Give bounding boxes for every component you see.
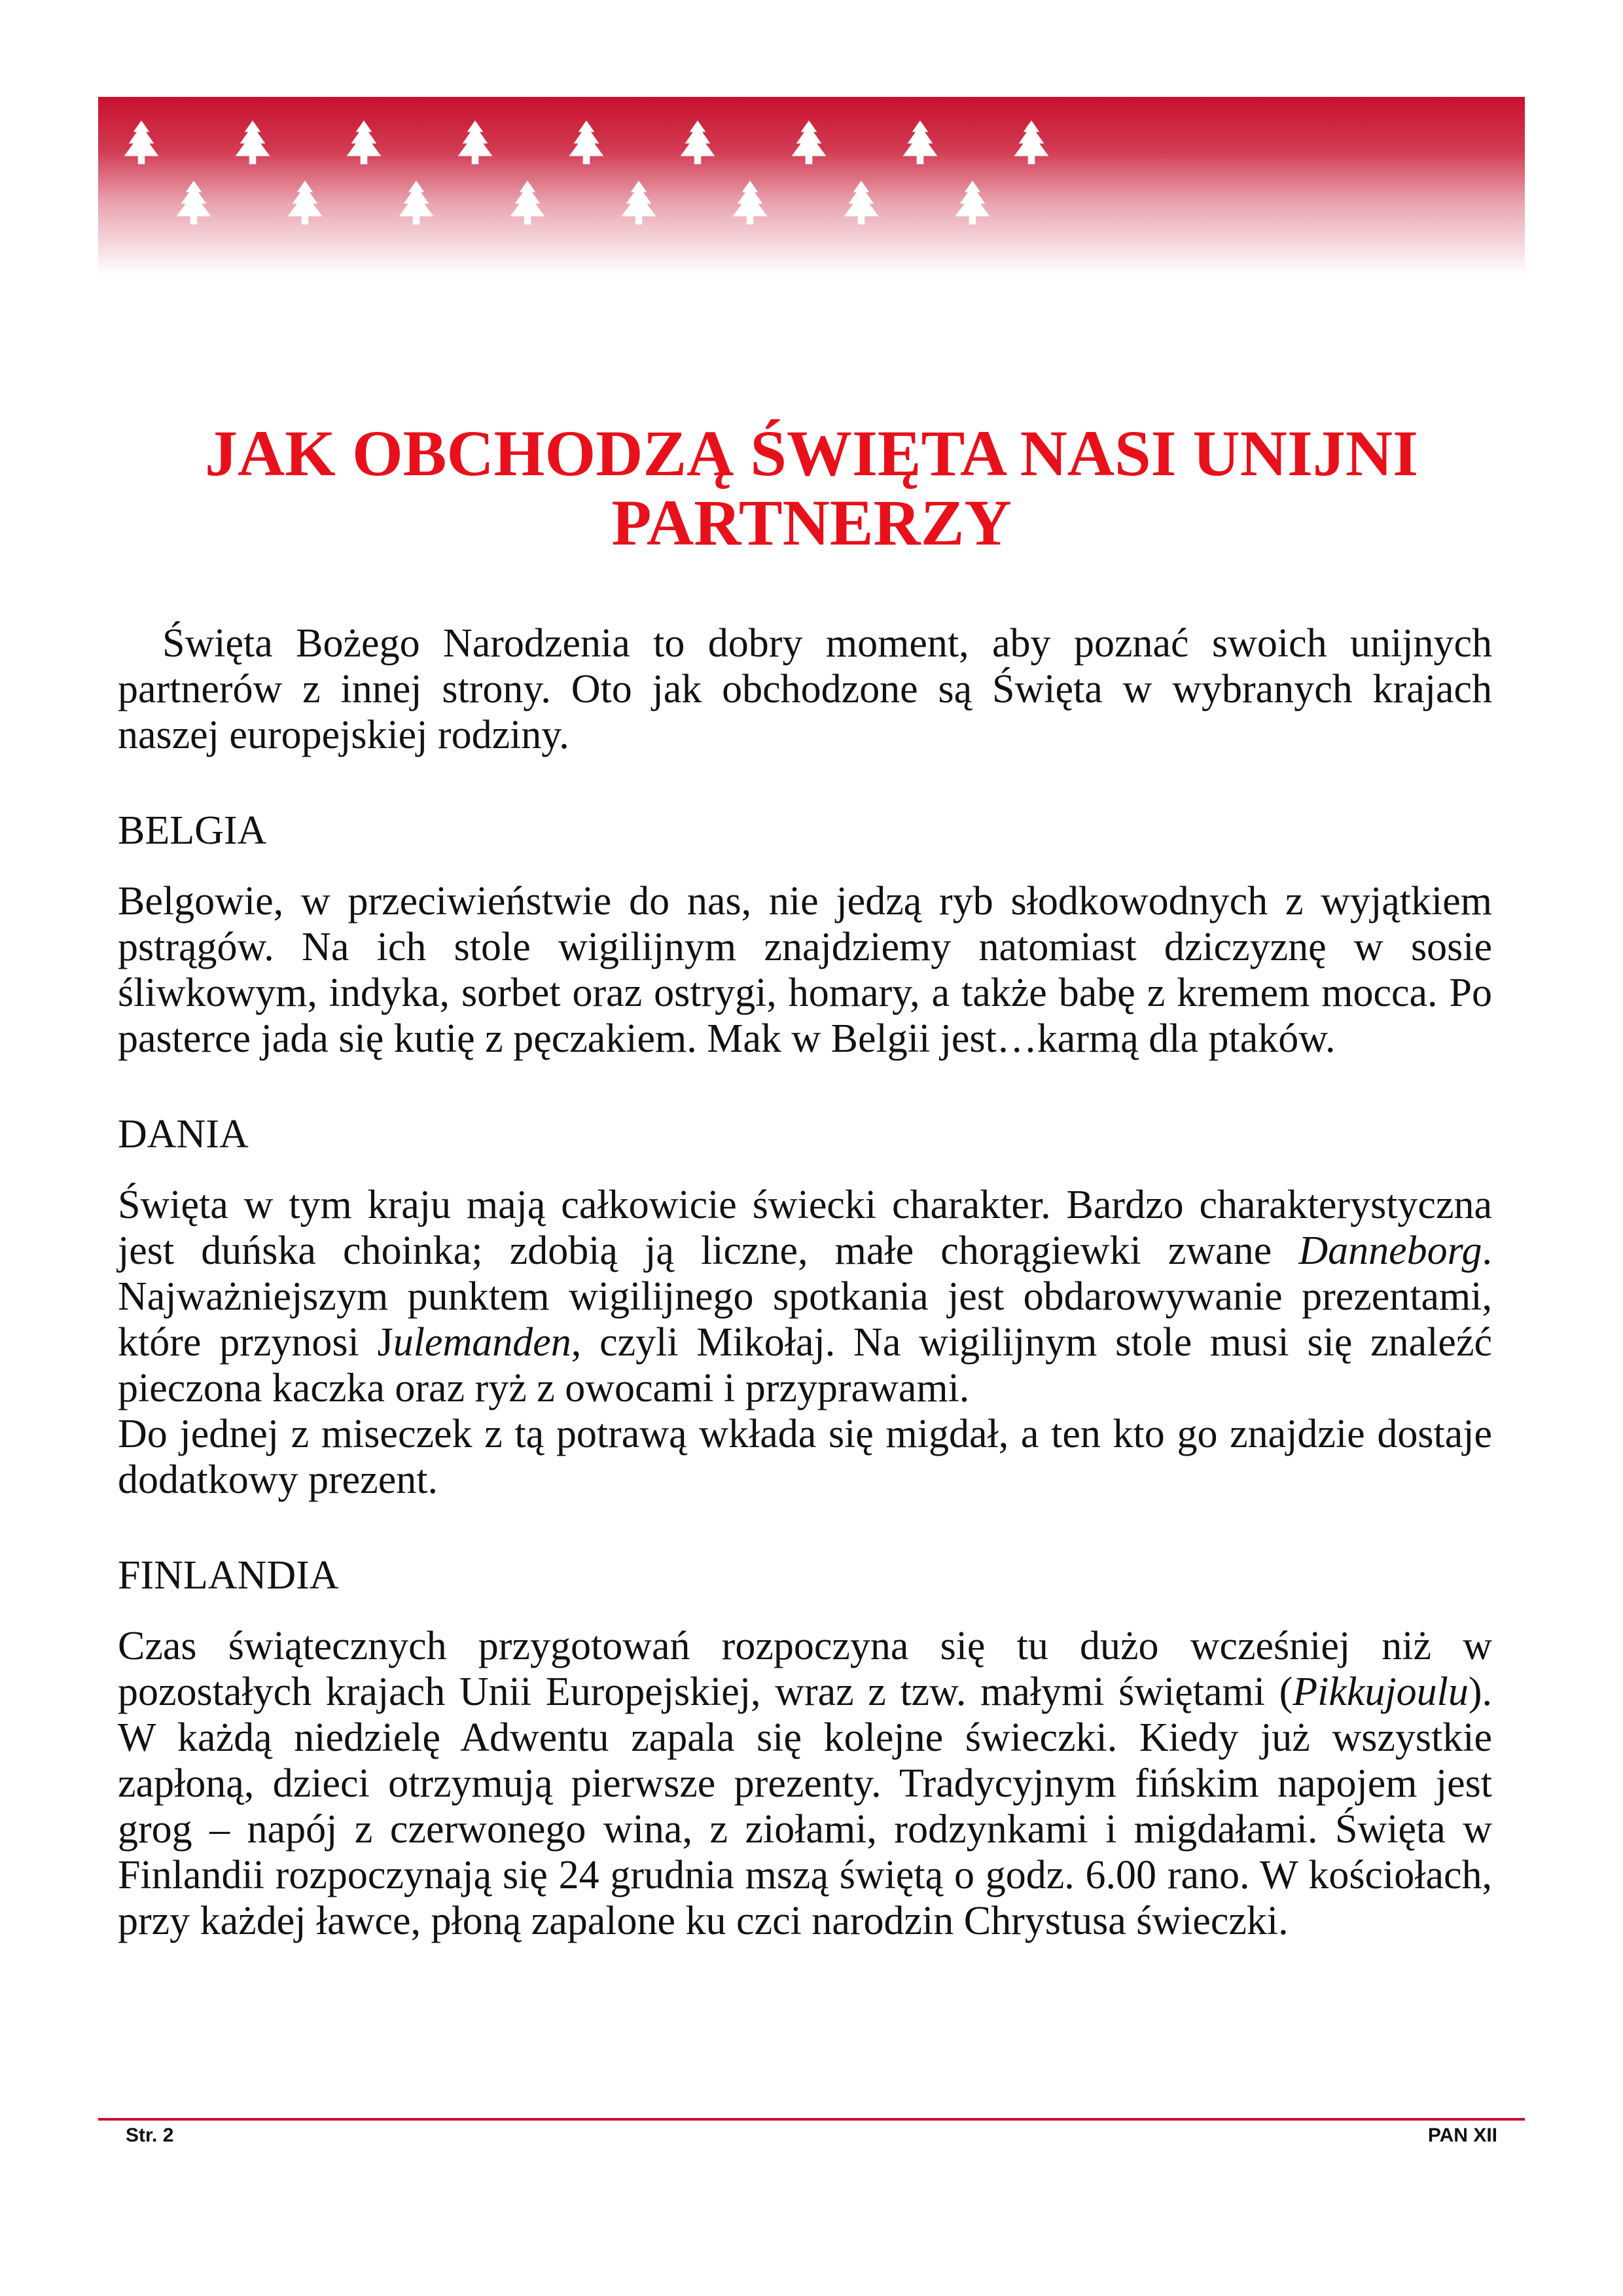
christmas-tree-icon (838, 181, 885, 238)
christmas-tree-icon (785, 120, 832, 178)
section-text-dania (118, 1182, 1492, 1411)
christmas-tree-icon (340, 120, 387, 178)
section-heading-belgia: BELGIA (118, 808, 267, 853)
finlandia-em-a: Pikkujoulu (1293, 1670, 1469, 1714)
intro-paragraph: Święta Bożego Narodzenia to dobry moment, aby poznać swoich unijnych partnerów z innej strony. Oto jak obchodzone są Święta w wybranych krajach naszej europejskiej rodziny. (118, 621, 1492, 757)
section-heading-finlandia: FINLANDIA (118, 1553, 339, 1598)
christmas-tree-icon (504, 181, 551, 238)
section-text-finlandia (118, 1623, 1492, 1944)
finlandia-text-a: Czas świątecznych przygotowań rozpoczyna się tu dużo wcześniej niż w pozostałych krajach Unii Europejskiej, wraz z tzw. małymi świętami ( (118, 1624, 1492, 1714)
dania-text-a: Święta w tym kraju mają całkowicie świecki charakter. Bardzo charakterystyczna jest duńska choinka; zdobią ją liczne, małe chorągiewki zwane (118, 1183, 1492, 1273)
section-text-dania-2: Do jednej z miseczek z tą potrawą wkłada się migdał, a ten kto go znajdzie dostaje dodatkowy prezent. (118, 1412, 1492, 1502)
section-heading-dania: DANIA (118, 1112, 249, 1157)
christmas-tree-icon (229, 120, 276, 178)
dania-text-c: , czyli Mikołaj. Na wigilijnym stole musi się znaleźć pieczona kaczka oraz ryż z owocami i przyprawami. (118, 1320, 1492, 1410)
christmas-tree-icon (726, 181, 774, 238)
christmas-tree-icon (393, 181, 440, 238)
page-number: Str. 2 (126, 2125, 174, 2146)
christmas-tree-icon (897, 120, 944, 178)
christmas-tree-icon (452, 120, 499, 178)
christmas-tree-icon (281, 181, 329, 238)
header-band (98, 97, 1525, 275)
publication-name: PAN XII (1427, 2125, 1497, 2146)
christmas-tree-icon (563, 120, 610, 178)
christmas-tree-icon (949, 181, 996, 238)
dania-em-b: ulemanden (393, 1320, 571, 1365)
finlandia-text-b: ). W każdą niedzielę Adwentu zapala się kolejne świeczki. Kiedy już wszystkie zapłoną, dzieci otrzymują pierwsze prezenty. Tradycyjnym fińskim napojem jest grog – napój z czerwonego wina, z ziołami, rodzynkami i migdałami. Święta w Finlandii rozpoczynają się 24 grudnia mszą świętą o godz. 6.00 rano. W kościołach, przy każdej ławce, płoną zapalone ku czci narodzin Chrystusa świeczki. (118, 1670, 1492, 1943)
christmas-tree-icon (118, 120, 165, 178)
title-line-2: PARTNERZY (611, 486, 1012, 559)
christmas-tree-icon (674, 120, 721, 178)
christmas-tree-icon (615, 181, 662, 238)
article-body (118, 620, 1492, 1944)
christmas-tree-icon (170, 181, 217, 238)
dania-em-a: Danneborg (1298, 1229, 1482, 1273)
section-text-belgia: Belgowie, w przeciwieństwie do nas, nie jedzą ryb słodkowodnych z wyjątkiem pstrągów. Na ich stole wigilijnym znajdziemy natomiast dziczyznę w sosie śliwkowym, indyka, sorbet oraz ostrygi, homary, a także babę z kremem mocca. Po pasterce jada się kutię z pęczakiem. Mak w Belgii jest…karmą dla ptaków. (118, 879, 1492, 1061)
page-title (98, 419, 1525, 558)
dania-text-b: . Najważniejszym punktem wigilijnego spotkania jest obdarowywanie prezentami, które przynosi J (118, 1229, 1492, 1365)
title-line-1: JAK OBCHODZĄ ŚWIĘTA NASI UNIJNI (204, 417, 1419, 490)
christmas-tree-icon (1008, 120, 1055, 178)
footer-divider (98, 2118, 1525, 2121)
